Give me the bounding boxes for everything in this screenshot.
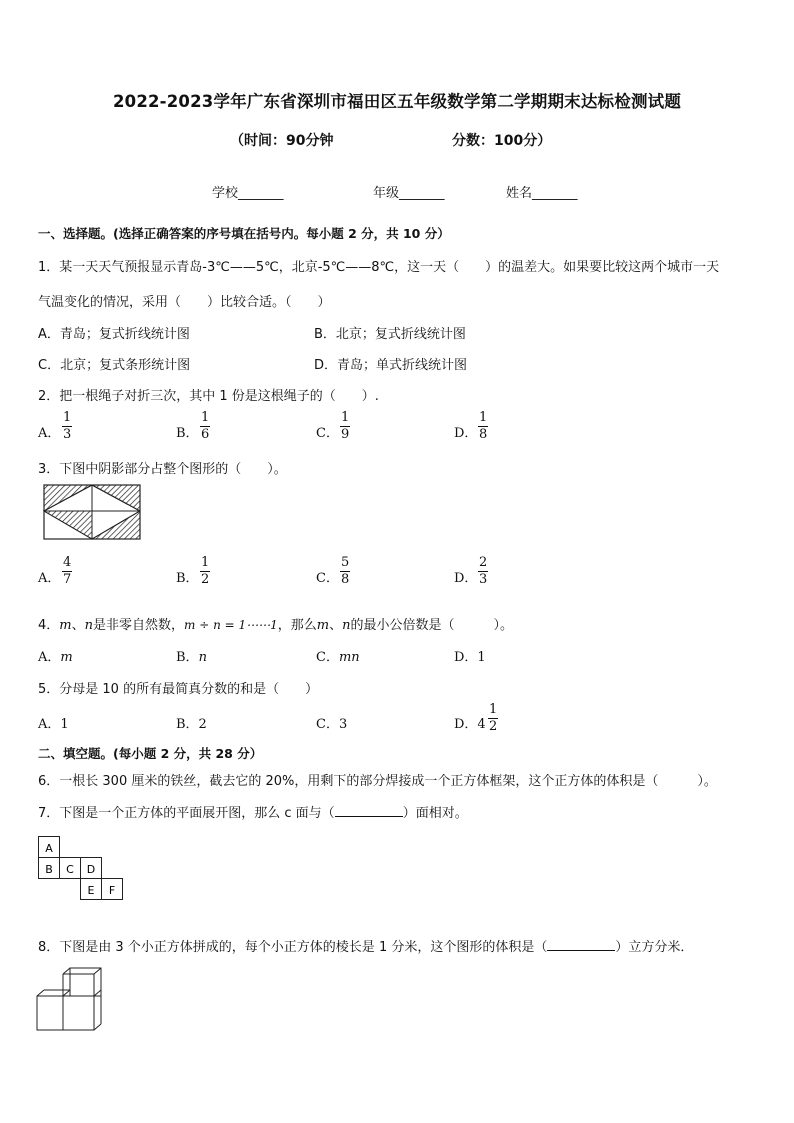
cube-bottom-right	[63, 996, 94, 1030]
q4-c-value: mn	[338, 650, 360, 665]
q5-option-d-label: D．4	[454, 717, 486, 732]
q3-option-c-fraction	[340, 555, 350, 588]
section1-title: 一、选择题。(选择正确答案的序号填在括号内。每小题 2 分，共 10 分）	[38, 226, 450, 241]
q2-option-b-label: B．	[176, 426, 199, 441]
q4-option-a	[38, 646, 73, 665]
q4-expression: m ÷ n = 1⋯⋯1	[184, 618, 278, 632]
q3-b-denominator: 2	[201, 572, 210, 587]
q3-b-numerator: 1	[201, 555, 210, 570]
q6-text: 6．一根长 300 厘米的铁丝，截去它的 20%，用剩下的部分焊接成一个正方体框架，这个正方体的体积是（ ）。	[38, 774, 717, 789]
q2-option-a-label: A．	[38, 426, 61, 441]
q2-b-numerator: 1	[201, 410, 210, 425]
q2-option-a-fraction	[62, 410, 72, 443]
q8-text-part1: 8．下图是由 3 个小正方体拼成的，每个小正方体的棱长是 1 分米，这个图形的体积是（	[38, 940, 548, 955]
q3-c-numerator: 5	[341, 555, 350, 570]
q4-var-m: m	[59, 618, 72, 633]
q3-option-b-label: B．	[176, 571, 199, 586]
q1-option-a: A．青岛；复式折线统计图	[38, 327, 190, 342]
q5-option-c: C．3	[316, 717, 348, 732]
q4-b-label: B．	[176, 650, 199, 665]
page-title: 2022-2023学年广东省深圳市福田区五年级数学第二学期期末达标检测试题	[112, 92, 682, 111]
q7-text-part2: ）面相对。	[402, 806, 468, 821]
time-info: （时间：90分钟	[230, 133, 334, 149]
q2-c-denominator: 9	[341, 427, 350, 442]
q4-option-b	[176, 646, 207, 665]
q8-text-part2: ）立方分米．	[615, 940, 694, 955]
q8-three-cubes-figure	[36, 966, 106, 1034]
grade-field: 年级_______	[373, 186, 445, 201]
school-field: 学校_______	[212, 186, 284, 201]
q2-a-numerator: 1	[63, 410, 72, 425]
q4-var-m2: m	[316, 618, 330, 633]
q1-line1: 1．某一天天气预报显示青岛-3℃——5℃，北京-5℃——8℃，这一天（ ）的温差大。如果要比较这两个城市一天	[38, 260, 720, 275]
q4-text	[38, 614, 513, 633]
q2-option-b-fraction	[200, 410, 210, 443]
q3-a-numerator: 4	[63, 555, 72, 570]
q5-text: 5．分母是 10 的所有最简真分数的和是（ ）	[38, 682, 319, 697]
q4-sep: 、	[71, 618, 85, 633]
q3-option-c-label: C．	[316, 571, 339, 586]
cube-bottom-left	[37, 996, 63, 1030]
q4-sep2: 、	[329, 618, 343, 633]
q2-c-numerator: 1	[341, 410, 350, 425]
section2-title: 二、填空题。(每小题 2 分，共 28 分）	[38, 746, 263, 761]
q1-option-d: D．青岛；单式折线统计图	[314, 358, 468, 373]
q4-number: 4．	[38, 618, 60, 633]
q5-option-d-fraction	[488, 702, 498, 735]
q2-option-d-fraction	[478, 410, 488, 443]
q4-option-d: D．1	[454, 650, 486, 665]
q4-b-value: n	[198, 650, 207, 665]
q3-option-a-label: A．	[38, 571, 61, 586]
net-label-f: F	[108, 884, 116, 897]
q4-text-part3: ，那么	[277, 618, 317, 633]
q5-option-a: A．1	[38, 717, 69, 732]
q2-d-denominator: 8	[479, 427, 488, 442]
net-label-a: A	[45, 842, 53, 855]
q3-d-numerator: 2	[479, 555, 488, 570]
q8-text	[38, 936, 693, 955]
q7-text-part1: 7．下图是一个正方体的平面展开图，那么 c 面与（	[38, 806, 335, 821]
q4-a-label: A．	[38, 650, 61, 665]
q4-var-n: n	[84, 618, 93, 633]
q3-option-b-fraction	[200, 555, 210, 588]
q2-text: 2．把一根绳子对折三次，其中 1 份是这根绳子的（ ）.	[38, 389, 379, 404]
q3-option-a-fraction	[62, 555, 72, 588]
name-field: 姓名_______	[506, 186, 578, 201]
q3-text: 3．下图中阴影部分占整个图形的（ ）。	[38, 462, 287, 477]
q4-text-part4: 的最小公倍数是（ ）。	[350, 618, 514, 633]
q2-b-denominator: 6	[201, 427, 210, 442]
q3-d-denominator: 3	[479, 572, 488, 587]
q4-a-value: m	[60, 650, 73, 665]
q7-text	[38, 802, 468, 821]
q4-var-n2: n	[342, 618, 351, 633]
score-info: 分数：100分）	[452, 133, 552, 149]
q7-answer-blank[interactable]	[335, 816, 403, 817]
q2-d-numerator: 1	[479, 410, 488, 425]
q1-option-c: C．北京；复式条形统计图	[38, 358, 191, 373]
q4-c-label: C．	[316, 650, 339, 665]
q2-a-denominator: 3	[63, 427, 72, 442]
q1-option-b: B．北京；复式折线统计图	[314, 327, 466, 342]
q2-option-c-fraction	[340, 410, 350, 443]
q3-shaded-rectangle-figure	[43, 484, 141, 540]
net-label-e: E	[87, 884, 95, 897]
q1-line2: 气温变化的情况，采用（ ）比较合适。（ ）	[38, 295, 331, 310]
q5-option-b: B．2	[176, 717, 207, 732]
q4-option-c	[316, 646, 360, 665]
net-label-d: D	[86, 863, 96, 876]
q3-option-d-fraction	[478, 555, 488, 588]
q2-option-c-label: C．	[316, 426, 339, 441]
q3-c-denominator: 8	[341, 572, 350, 587]
q3-option-d-label: D．	[454, 571, 478, 586]
net-label-b: B	[45, 863, 53, 876]
q2-option-d-label: D．	[454, 426, 478, 441]
q8-answer-blank[interactable]	[547, 950, 615, 951]
q3-a-denominator: 7	[63, 572, 72, 587]
net-label-c: C	[66, 863, 74, 876]
q5-d-numerator: 1	[489, 702, 498, 717]
q4-text-part2: 是非零自然数，	[93, 618, 185, 633]
q7-cube-net-diagram	[38, 836, 126, 920]
q5-d-denominator: 2	[489, 719, 498, 734]
